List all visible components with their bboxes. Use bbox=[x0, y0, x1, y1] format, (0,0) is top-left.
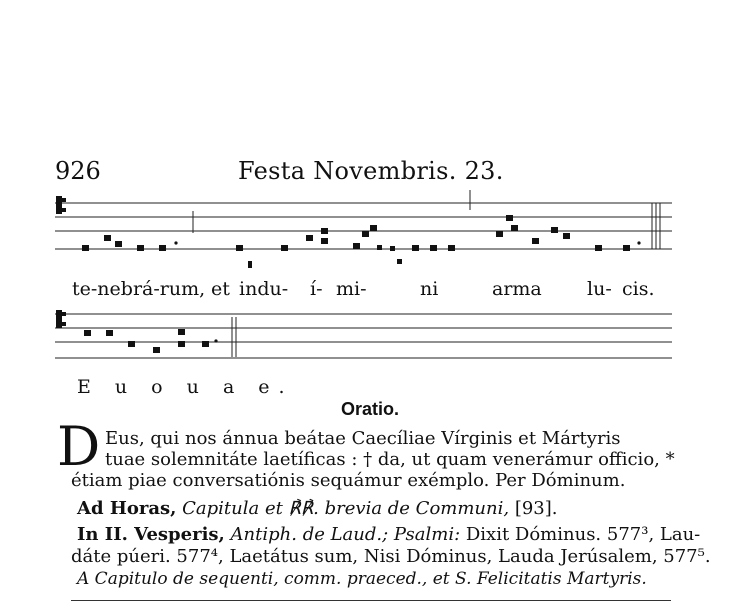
lyric-syllable: te-nebrá-rum, bbox=[72, 278, 206, 300]
vesperis-line bbox=[77, 524, 700, 545]
vesperis-italic: Antiph. de Laud.; Psalmi: bbox=[230, 524, 461, 545]
vesperis-label: In II. Vesperis, bbox=[77, 524, 225, 545]
lyric-syllable: mi- bbox=[336, 278, 367, 300]
ad-horas-label: Ad Horas, bbox=[77, 498, 177, 519]
oratio-line: étiam piae conversatiónis sequámur exémplo. Per Dóminum. bbox=[71, 470, 626, 491]
bottom-rule bbox=[71, 600, 671, 601]
euouae-text: E u o u a e. bbox=[77, 376, 294, 398]
oratio-line: Eus, qui nos ánnua beátae Caecíliae Vírginis et Mártyris bbox=[105, 428, 621, 449]
lyric-syllable: arma bbox=[492, 278, 542, 300]
ad-horas-ref: [93]. bbox=[509, 498, 558, 519]
oratio-heading: Oratio. bbox=[340, 399, 399, 419]
lyric-syllable: ni bbox=[420, 278, 439, 300]
page-number: 926 bbox=[55, 157, 101, 185]
lyric-syllable: í- bbox=[310, 278, 323, 300]
oratio-line: tuae solemnitáte laetíficas : † da, ut quam venerámur officio, * bbox=[105, 449, 675, 470]
ad-horas-italic: Capitula et ℟℟. brevia de Communi, bbox=[182, 498, 510, 519]
drop-cap: D bbox=[57, 415, 101, 478]
vesperis-text: Dixit Dóminus. 577³, Lau- bbox=[460, 524, 701, 545]
ad-horas-line bbox=[77, 498, 558, 519]
running-title: Festa Novembris. 23. bbox=[238, 157, 504, 185]
lyric-syllable: indu- bbox=[239, 278, 289, 300]
lyric-syllable: cis. bbox=[622, 278, 655, 300]
capitulo-line: A Capitulo de sequenti, comm. praeced., et S. Felicitatis Martyris. bbox=[77, 569, 647, 589]
lyric-syllable: lu- bbox=[587, 278, 612, 300]
vesperis-line-2: dáte púeri. 577⁴, Laetátus sum, Nisi Dóminus, Lauda Jerúsalem, 577⁵. bbox=[71, 546, 711, 567]
lyric-syllable: et bbox=[211, 278, 230, 300]
